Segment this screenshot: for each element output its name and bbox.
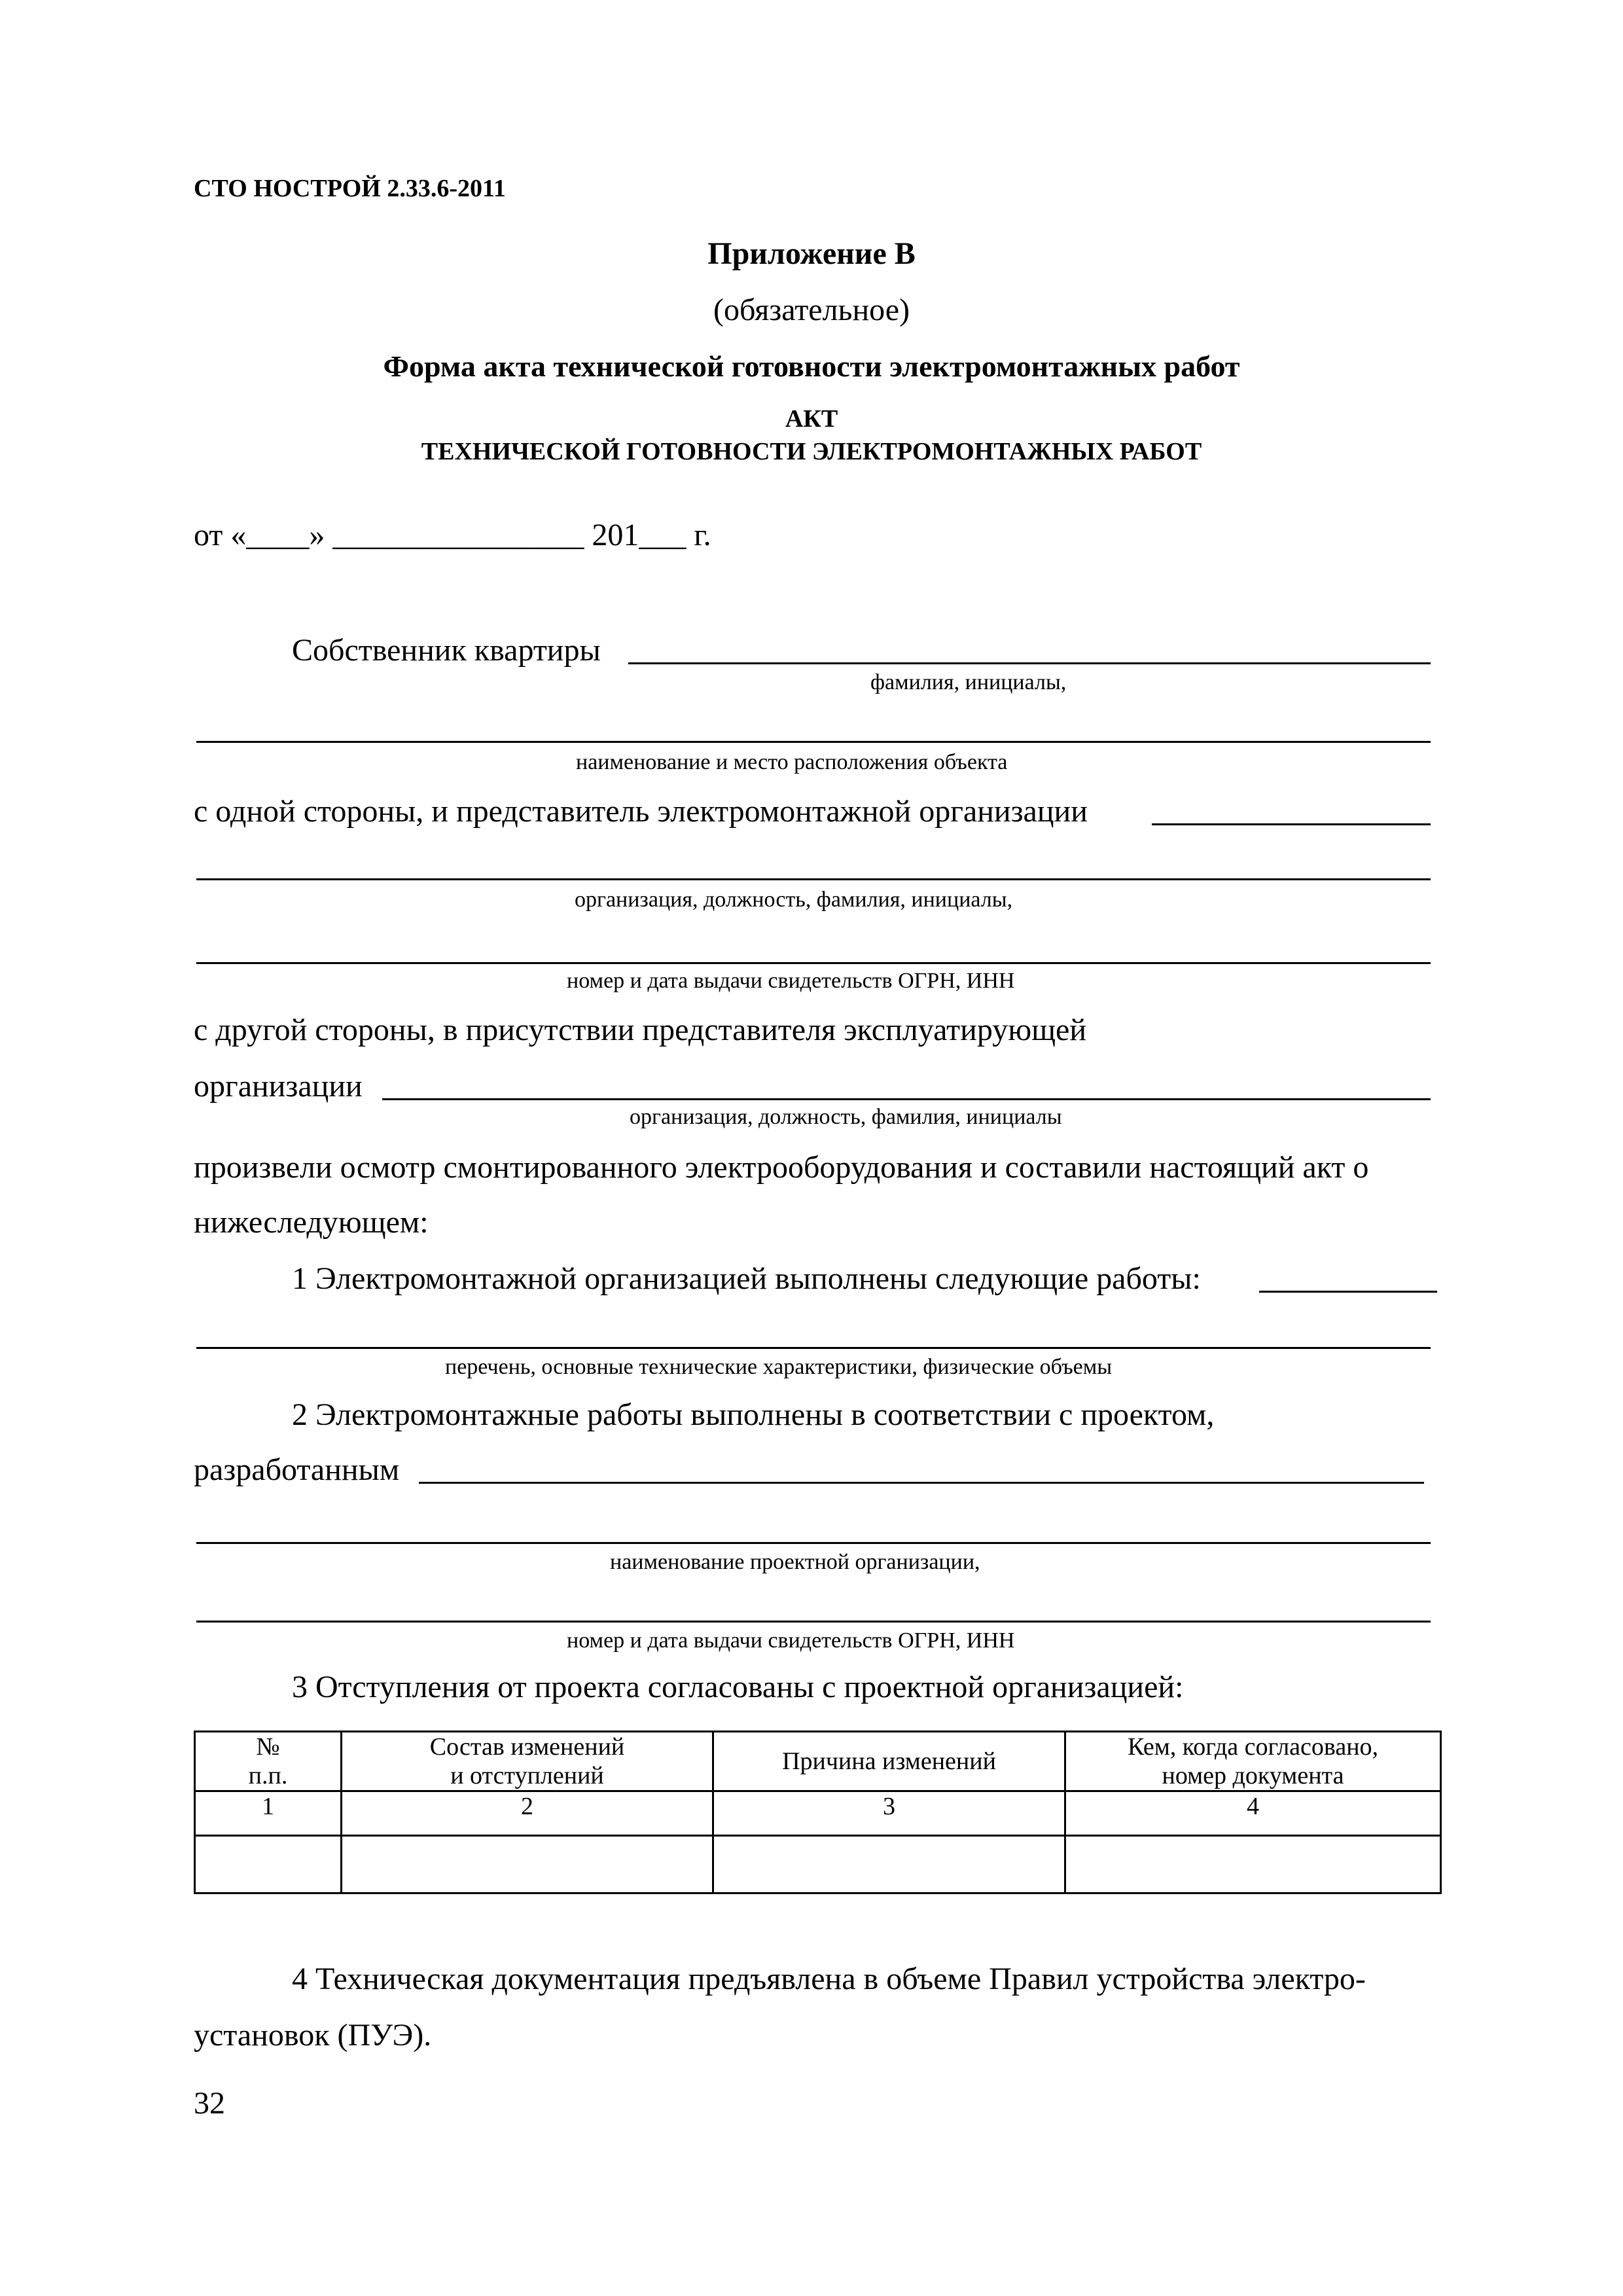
other-side-text: с другой стороны, в присутствии представителя эксплуатирующей xyxy=(194,1013,1087,1047)
owner-name-line[interactable] xyxy=(628,662,1431,664)
caption-design-org: наименование проектной организации, xyxy=(610,1550,980,1574)
operator-org-line[interactable] xyxy=(382,1098,1431,1100)
item-2-text: 2 Электромонтажные работы выполнены в соответствии с проектом, xyxy=(292,1397,1215,1432)
column-number-2: 2 xyxy=(342,1791,713,1836)
header-cell-reason xyxy=(713,1732,1065,1791)
appendix-title: Приложение В xyxy=(707,236,916,271)
header-number-l2: п.п. xyxy=(248,1762,288,1789)
item-2-developed: разработанным xyxy=(194,1452,400,1487)
header-cell-number xyxy=(195,1732,342,1791)
table-row xyxy=(195,1836,1441,1893)
item-3-text: 3 Отступления от проекта согласованы с проектной организацией: xyxy=(292,1670,1184,1704)
column-number-1: 1 xyxy=(195,1791,342,1836)
column-number-3: 3 xyxy=(713,1791,1065,1836)
empty-cell[interactable] xyxy=(342,1836,713,1893)
caption-owner-name: фамилия, инициалы, xyxy=(870,670,1067,694)
page-number: 32 xyxy=(194,2086,225,2121)
empty-cell[interactable] xyxy=(195,1836,342,1893)
caption-org-1: организация, должность, фамилия, инициалы, xyxy=(575,888,1013,912)
act-title: АКТ xyxy=(785,405,838,433)
form-title: Форма акта технической готовности электромонтажных работ xyxy=(383,350,1240,383)
contractor-details-line[interactable] xyxy=(196,878,1431,880)
caption-org-2: организация, должность, фамилия, инициалы xyxy=(630,1105,1062,1129)
caption-object: наименование и место расположения объекта xyxy=(576,750,1008,774)
act-subtitle: ТЕХНИЧЕСКОЙ ГОТОВНОСТИ ЭЛЕКТРОМОНТАЖНЫХ РАБОТ xyxy=(421,438,1202,465)
design-reg-line[interactable] xyxy=(196,1621,1431,1623)
works-line-2[interactable] xyxy=(196,1347,1431,1349)
empty-cell[interactable] xyxy=(713,1836,1065,1893)
inspection-line-2: нижеследующем: xyxy=(194,1205,429,1240)
caption-works: перечень, основные технические характеристики, физические объемы xyxy=(445,1355,1113,1379)
item-4-line-1: 4 Техническая документация предъявлена в объеме Правил устройства электро- xyxy=(292,1962,1366,1996)
org-label: организации xyxy=(194,1069,363,1103)
date-line: от «____» ________________ 201___ г. xyxy=(194,518,711,552)
appendix-status: (обязательное) xyxy=(713,293,910,327)
header-approved-l1: Кем, когда согласовано, xyxy=(1127,1733,1379,1761)
header-cell-approved xyxy=(1065,1732,1441,1791)
contractor-reg-line[interactable] xyxy=(196,962,1431,964)
empty-cell[interactable] xyxy=(1065,1836,1441,1893)
header-cell-changes xyxy=(342,1732,713,1791)
works-line-1[interactable] xyxy=(1259,1291,1437,1293)
design-org-line-2[interactable] xyxy=(196,1542,1431,1544)
deviations-table xyxy=(194,1731,1442,1894)
item-1-text: 1 Электромонтажной организацией выполнены следующие работы: xyxy=(292,1261,1201,1296)
header-number-l1: № xyxy=(256,1733,280,1761)
caption-reg-2: номер и дата выдачи свидетельств ОГРН, ИНН xyxy=(567,1628,1015,1653)
standard-code: СТО НОСТРОЙ 2.33.6-2011 xyxy=(194,175,506,202)
object-line[interactable] xyxy=(196,741,1431,743)
owner-label: Собственник квартиры xyxy=(292,633,601,668)
design-org-line-1[interactable] xyxy=(419,1482,1424,1484)
one-side-text: с одной стороны, и представитель электромонтажной организации xyxy=(194,794,1088,829)
caption-reg-1: номер и дата выдачи свидетельств ОГРН, ИНН xyxy=(567,969,1015,993)
header-changes-l2: и отступлений xyxy=(450,1762,604,1789)
contractor-org-line[interactable] xyxy=(1152,823,1431,825)
item-4-line-2: установок (ПУЭ). xyxy=(194,2018,432,2053)
table-header-row xyxy=(195,1732,1441,1791)
header-approved-l2: номер документа xyxy=(1162,1762,1344,1789)
inspection-line-1: произвели осмотр смонтированного электрооборудования и составили настоящий акт о xyxy=(194,1150,1369,1185)
column-number-4: 4 xyxy=(1065,1791,1441,1836)
header-changes-l1: Состав изменений xyxy=(429,1733,625,1761)
header-reason: Причина изменений xyxy=(782,1748,996,1775)
table-number-row xyxy=(195,1791,1441,1836)
